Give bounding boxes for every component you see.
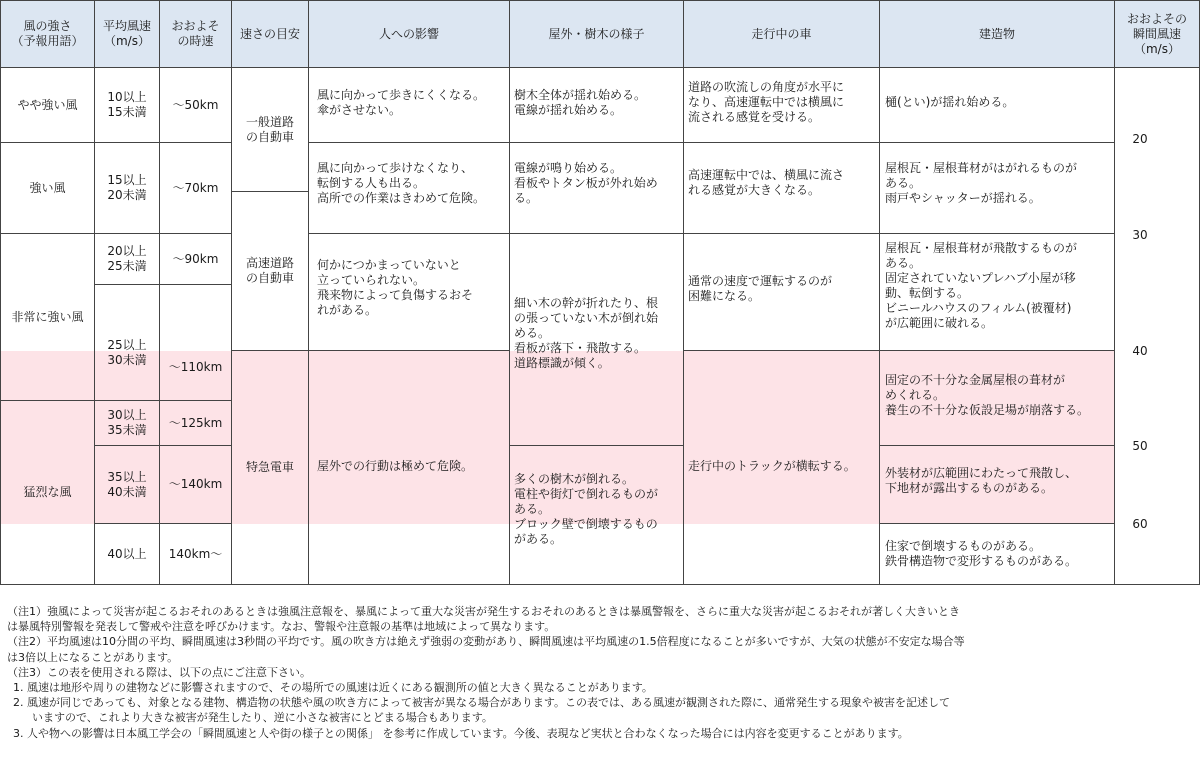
gust-60: 60	[1132, 516, 1148, 531]
header-hourly: おおよそ の時速	[160, 1, 231, 67]
building-effect-4: 固定の不十分な金属屋根の葺材が めくれる。 養生の不十分な仮設足場が崩落する。	[885, 373, 1090, 417]
note-2-cont: は3倍以上になることがあります。	[7, 650, 179, 664]
note-2: （注2）平均風速は10分間の平均、瞬間風速は3秒間の平均です。風の吹き方は絶えず強弱の変動があり、瞬間風速は平均風速の1.5倍程度になることが多いですが、大気の状態が不安定な場合等	[7, 635, 965, 649]
speed-ref-express-train: 特急電車	[245, 460, 294, 474]
outdoor-effect-3: 細い木の幹が折れたり、根 の張っていない木が倒れ始 める。 看板が落下・飛散する。 道路標識が傾く。	[514, 296, 659, 370]
gust-20: 20	[1132, 131, 1148, 146]
building-effect-5: 外装材が広範囲にわたって飛散し、 下地材が露出するものがある。	[885, 466, 1078, 495]
note-3-item-1: 1. 風速は地形や周りの建物などに影響されますので、その場所での風速は近くにある観測所の値と大きく異なることがあります。	[13, 681, 653, 695]
people-effect-1: 風に向かって歩きにくくなる。 傘がさせない。	[317, 88, 486, 117]
building-effect-1: 樋(とい)が揺れ始める。	[885, 95, 1015, 109]
note-3-item-2: 2. 風速が同じであっても、対象となる建物、構造物の状態や風の吹き方によって被害が異なる場合があります。この表では、ある風速が観測された際に、通常発生する現象や被害を記述して	[13, 696, 950, 710]
header-avg-speed: 平均風速 （m/s）	[95, 1, 159, 67]
outdoor-effect-2: 電線が鳴り始める。 看板やトタン板が外れ始め る。	[514, 161, 658, 205]
note-1: （注1）強風によって災害が起こるおそれのあるときは強風注意報を、暴風によって重大な災害が発生するおそれのあるときは暴風警報を、さらに重大な災害が起こるおそれが著しく大きいとき	[7, 605, 960, 618]
building-effect-3: 屋根瓦・屋根葺材が飛散するものが ある。 固定されていないプレハブ小屋が移 動、転倒する。 ビニールハウスのフィルム(被覆材) が広範囲に破れる。	[885, 241, 1078, 330]
header-building: 建造物	[880, 1, 1114, 67]
header-car: 走行中の車	[684, 1, 879, 67]
outdoor-effect-1: 樹木全体が揺れ始める。 電線が揺れ始める。	[514, 88, 647, 117]
strength-strong: 強い風	[29, 180, 66, 195]
outdoor-effect-4: 多くの樹木が倒れる。 電柱や街灯で倒れるものが ある。 ブロック壁で倒壊するもの がある。	[514, 472, 659, 546]
note-1-cont: は暴風特別警報を発表して警戒や注意を呼びかけます。なお、警報や注意報の基準は地域によって異なります。	[7, 620, 556, 634]
avg-speed-35-40: 35以上 40未満	[107, 469, 147, 499]
strength-violent: 猛烈な風	[23, 485, 72, 499]
notes-section	[7, 604, 1195, 741]
header-outdoor: 屋外・樹木の様子	[510, 1, 683, 67]
car-effect-1: 道路の吹流しの角度が水平に なり、高速運転中では横風に 流される感覚を受ける。	[688, 80, 845, 124]
people-effect-3: 何かにつかまっていないと 立っていられない。 飛来物によって負傷するおそ れがある。	[317, 258, 474, 317]
avg-speed-10-15: 10以上 15未満	[107, 90, 147, 119]
speed-ref-general-road: 一般道路 の自動車	[245, 114, 294, 144]
avg-speed-20-25: 20以上 25未満	[107, 244, 147, 273]
hourly-110: ～110km	[168, 360, 223, 374]
building-effect-2: 屋根瓦・屋根葺材がはがれるものが ある。 雨戸やシャッターが揺れる。	[885, 161, 1078, 205]
speed-ref-expressway: 高速道路 の自動車	[245, 256, 294, 285]
hourly-70: ～70km	[172, 180, 219, 195]
strength-very-strong: 非常に強い風	[11, 309, 84, 324]
hourly-140: ～140km	[168, 477, 223, 491]
hourly-125: ～125km	[168, 415, 223, 430]
header-speed-ref: 速さの目安	[232, 1, 308, 67]
people-effect-4: 屋外での行動は極めて危険。	[317, 459, 474, 473]
header-strength: 風の強さ （予報用語）	[1, 1, 94, 67]
hourly-140plus: 140km～	[168, 546, 223, 561]
note-3-item-2-cont: いますので、これより大きな被害が発生したり、逆に小さな被害にとどまる場合もあります。	[32, 711, 493, 725]
car-effect-4: 走行中のトラックが横転する。	[688, 459, 856, 473]
hourly-50: ～50km	[172, 97, 219, 112]
avg-speed-40plus: 40以上	[107, 546, 147, 561]
header-people: 人への影響	[309, 1, 509, 67]
car-effect-2: 高速運転中では、横風に流さ れる感覚が大きくなる。	[688, 168, 845, 197]
car-effect-3: 通常の速度で運転するのが 困難になる。	[688, 274, 833, 303]
strength-moderate: やや強い風	[17, 97, 78, 112]
building-effect-6: 住家で倒壊するものがある。 鉄骨構造物で変形するものがある。	[885, 539, 1078, 568]
avg-speed-15-20: 15以上 20未満	[107, 173, 147, 202]
hourly-90: ～90km	[172, 251, 219, 266]
avg-speed-25-30: 25以上 30未満	[107, 337, 147, 367]
note-3-item-3: 3. 人や物への影響は日本風工学会の「瞬間風速と人や街の様子との関係」 を参考に作成しています。今後、表現など実状と合わなくなった場合には内容を変更することがあります。	[13, 726, 909, 740]
gust-30: 30	[1132, 227, 1148, 242]
people-effect-2: 風に向かって歩けなくなり、 転倒する人も出る。 高所での作業はきわめて危険。	[317, 161, 486, 205]
header-gust: おおよその 瞬間風速 （m/s）	[1115, 1, 1199, 67]
note-3: （注3）この表を使用される際は、以下の点にご注意下さい。	[7, 665, 311, 679]
gust-40: 40	[1132, 343, 1148, 358]
avg-speed-30-35: 30以上 35未満	[107, 408, 147, 437]
gust-50: 50	[1132, 438, 1148, 453]
